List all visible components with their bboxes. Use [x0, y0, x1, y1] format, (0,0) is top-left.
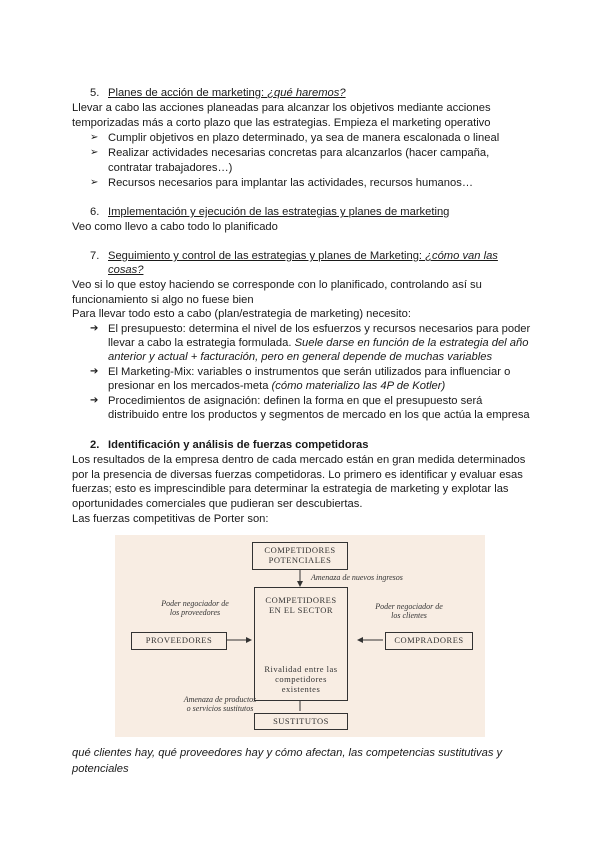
section-5-bullet: Cumplir objetivos en plazo determinado, ya sea de manera escalonada o lineal [108, 132, 500, 144]
section-2-paragraph-line: Los resultados de la empresa dentro de cada mercado están en gran medida determinados [72, 454, 526, 466]
section-5-bullet: Recursos necesarios para implantar las actividades, recursos humanos… [108, 177, 474, 189]
industry-competitors-box [254, 587, 348, 701]
triangle-bullet-icon: ➢ [90, 177, 99, 188]
section-6-title: Implementación y ejecución de las estrategias y planes de marketing [108, 206, 450, 218]
threat-of-entry-label: Amenaza de nuevos ingresos [311, 573, 403, 582]
potential-competitors-label: POTENCIALES [268, 555, 332, 565]
industry-competitors-label: COMPETIDORES [265, 595, 337, 605]
potential-competitors-label: COMPETIDORES [264, 545, 336, 555]
section-7-paragraph-line: Para llevar todo esto a cabo (plan/estrategia de marketing) necesito: [72, 308, 411, 320]
industry-competitors-label: EN EL SECTOR [268, 605, 334, 615]
budget-item-note: Suele darse en función de la estrategia del año [294, 337, 529, 349]
marketing-mix-item-note: (cómo materializo las 4P de Kotler) [271, 380, 446, 392]
footer-note-line: potenciales [72, 763, 129, 775]
threat-of-substitutes-label [155, 695, 285, 713]
section-7-paragraph-line: funcionamiento si algo no fuese bien [72, 294, 254, 306]
section-7-number: 7. [90, 250, 100, 262]
budget-item-note-continuation: anterior y actual + facturación, pero en general depende de muchas variables [108, 351, 493, 363]
section-2-paragraph-line: por la presencia de diversas fuerzas competidoras. Lo primero es identificar y evaluar esas [72, 469, 523, 481]
supplier-power-label-line: Poder negociador de [161, 599, 229, 608]
section-2-title: Identificación y análisis de fuerzas competidoras [108, 439, 369, 451]
section-5-bullet: Realizar actividades necesarias concretas para alcanzarlos (hacer campaña, [108, 147, 490, 159]
triangle-bullet-icon: ➢ [90, 132, 99, 143]
section-2-number: 2. [90, 439, 100, 451]
budget-item-continuation [108, 336, 528, 350]
section-6-paragraph: Veo como llevo a cabo todo lo planificado [72, 221, 278, 233]
substitutes-box: SUSTITUTOS [254, 713, 348, 730]
section-5-heading [108, 86, 346, 100]
section-7-paragraph-line: Veo si lo que estoy haciendo se corresponde con lo planificado, controlando así su [72, 279, 482, 291]
section-5-paragraph-line: Llevar a cabo las acciones planeadas para alcanzar los objetivos mediante acciones [72, 102, 491, 114]
potential-competitors-box [252, 542, 348, 570]
buyers-box: COMPRADORES [385, 632, 473, 650]
supplier-power-label-line: los proveedores [169, 608, 221, 617]
section-5-title: Planes de acción de marketing: [108, 87, 268, 99]
rivalry-label-line: Rivalidad entre las [264, 664, 338, 674]
marketing-mix-item-text: presionar en los mercados-meta [108, 380, 272, 392]
section-5-title-question: ¿qué haremos? [267, 87, 346, 99]
supplier-power-label [145, 599, 245, 617]
marketing-mix-item: El Marketing-Mix: variables o instrumentos que serán utilizados para influenciar o [108, 366, 511, 378]
buyer-power-label-line: Poder negociador de [375, 602, 443, 611]
section-2-paragraph-line: fuerzas; esto es imprescindible para determinar la estrategia de marketing y explotar las [72, 483, 509, 495]
arrow-bullet-icon: ➔ [90, 323, 99, 334]
section-7-title-question-continuation: cosas? [108, 264, 144, 276]
section-7-title-question: ¿cómo van las [425, 250, 498, 262]
allocation-item-continuation: distribuido entre los productos y segmentos de mercado en los que actúa la empresa [108, 409, 530, 421]
threat-of-substitutes-label-line: Amenaza de productos [183, 695, 257, 704]
buyer-power-label [359, 602, 459, 620]
arrow-bullet-icon: ➔ [90, 395, 99, 406]
porter-five-forces-diagram [115, 535, 485, 737]
suppliers-box: PROVEEDORES [131, 632, 227, 650]
footer-note-line: qué clientes hay, qué proveedores hay y cómo afectan, las competencias sustitutivas y [72, 747, 503, 759]
section-7-heading [108, 249, 498, 263]
buyer-power-label-line: los clientes [391, 611, 427, 620]
arrow-bullet-icon: ➔ [90, 366, 99, 377]
section-6-number: 6. [90, 206, 100, 218]
triangle-bullet-icon: ➢ [90, 147, 99, 158]
rivalry-label [255, 664, 347, 694]
budget-item: El presupuesto: determina el nivel de los esfuerzos y recursos necesarios para poder [108, 323, 531, 335]
section-5-number: 5. [90, 87, 100, 99]
marketing-mix-item-continuation [108, 379, 445, 393]
section-2-paragraph-line: Las fuerzas competitivas de Porter son: [72, 513, 269, 525]
section-7-title: Seguimiento y control de las estrategias y planes de Marketing: [108, 250, 426, 262]
threat-of-substitutes-label-line: o servicios sustitutos [186, 704, 254, 713]
section-5-bullet-continuation: contratar trabajadores…) [108, 162, 233, 174]
budget-item-text: llevar a cabo la estrategia formulada. [108, 337, 295, 349]
rivalry-label-line: competidores existentes [275, 674, 327, 694]
allocation-item: Procedimientos de asignación: definen la forma en que el presupuesto será [108, 395, 483, 407]
section-2-paragraph-line: oportunidades comerciales que pudieran ser descubiertas. [72, 498, 363, 510]
section-5-paragraph-line: temporizadas más a corto plazo que las estrategias. Empieza el marketing operativo [72, 117, 491, 129]
